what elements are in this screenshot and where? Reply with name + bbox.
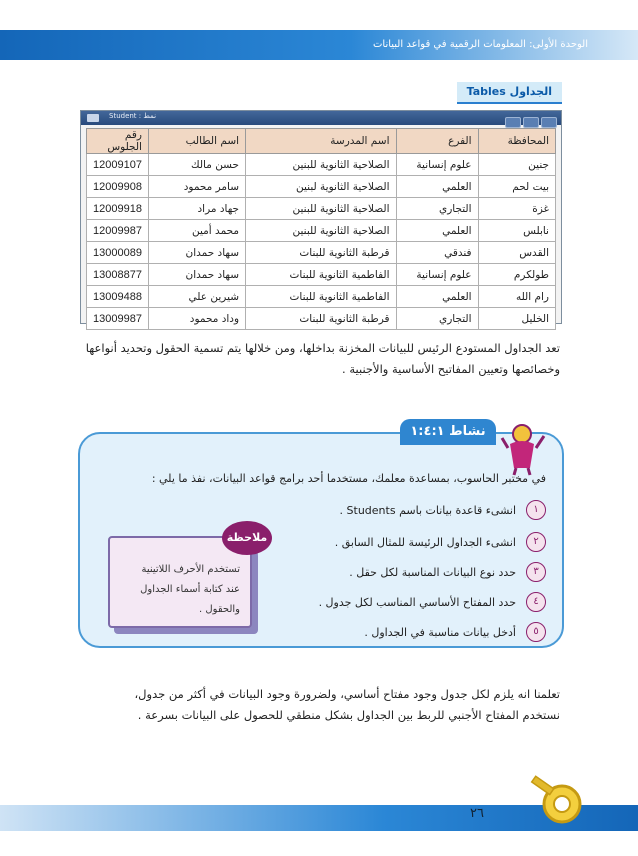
key-icon: [528, 774, 592, 830]
section-heading: الجداول Tables: [457, 82, 562, 104]
table-cell: فندقي: [396, 242, 478, 264]
table-cell: الفاطمية الثانوية للبنات: [246, 286, 396, 308]
table-cell: رام الله: [478, 286, 555, 308]
table-icon: [87, 114, 99, 122]
table-cell: بيت لحم: [478, 176, 555, 198]
column-header: المحافظة: [478, 129, 555, 154]
activity-step: [364, 622, 546, 642]
table-cell: سامر محمود: [148, 176, 245, 198]
table-cell: علوم إنسانية: [396, 154, 478, 176]
maximize-button[interactable]: [523, 117, 539, 128]
table-cell: 12009908: [87, 176, 149, 198]
table-cell: 13008877: [87, 264, 149, 286]
table-cell: 12009918: [87, 198, 149, 220]
step-number: ٣: [526, 562, 546, 582]
minimize-button[interactable]: [505, 117, 521, 128]
table-cell: حسن مالك: [148, 154, 245, 176]
table-row: [87, 154, 556, 176]
activity-step: [340, 500, 546, 520]
closing-paragraph: [80, 684, 560, 726]
table-cell: العلمي: [396, 286, 478, 308]
table-cell: الصلاحية الثانوية لبنين: [246, 176, 396, 198]
step-number: ٤: [526, 592, 546, 612]
table-cell: التجاري: [396, 308, 478, 330]
table-cell: محمد أمين: [148, 220, 245, 242]
activity-step: [349, 562, 546, 582]
page-number: ٢٦: [470, 806, 484, 821]
table-cell: الصلاحية الثانوية للبنين: [246, 198, 396, 220]
paragraph-line: تعلمنا انه يلزم لكل جدول وجود مفتاح أساسي، ولضرورة وجود البيانات في أكثر من جدول،: [134, 687, 560, 701]
note-heading: ملاحظة: [222, 521, 272, 555]
table-cell: 12009107: [87, 154, 149, 176]
intro-paragraph: [80, 338, 560, 380]
activity-character-icon: [500, 420, 546, 476]
column-header: اسم الطالب: [148, 129, 245, 154]
table-cell: القدس: [478, 242, 555, 264]
students-table: [86, 128, 556, 330]
header-bar: [0, 30, 638, 60]
paragraph-line: تعد الجداول المستودع الرئيس للبيانات المخزنة بداخلها، ومن خلالها يتم تسمية الحقول وتحديد أنواعها: [85, 341, 560, 355]
step-text: أدخل بيانات مناسبة في الجداول .: [364, 625, 516, 639]
paragraph-line: نستخدم المفتاح الأجنبي للربط بين الجداول بشكل منطقي للحصول على البيانات بسرعة .: [137, 708, 560, 722]
column-header: الفرع: [396, 129, 478, 154]
table-cell: وداد محمود: [148, 308, 245, 330]
table-row: [87, 220, 556, 242]
table-row: [87, 286, 556, 308]
table-row: [87, 242, 556, 264]
column-header: رقم الجلوس: [87, 129, 149, 154]
step-text: حدد نوع البيانات المناسبة لكل حقل .: [349, 565, 516, 579]
table-cell: 13000089: [87, 242, 149, 264]
table-cell: الصلاحية الثانوية للبنين: [246, 220, 396, 242]
table-cell: العلمي: [396, 176, 478, 198]
table-cell: طولكرم: [478, 264, 555, 286]
table-row: [87, 198, 556, 220]
table-header-row: [87, 129, 556, 154]
note-line: عند كتابة أسماء الجداول: [140, 584, 240, 595]
step-number: ١: [526, 500, 546, 520]
table-cell: التجاري: [396, 198, 478, 220]
unit-title: الوحدة الأولى: المعلومات الرقمية في قواعد البيانات: [372, 39, 588, 50]
window-title: Student : نمط: [109, 112, 157, 120]
table-cell: قرطبة الثانوية للبنات: [246, 308, 396, 330]
window-titlebar: [81, 111, 561, 125]
activity-intro: في مختبر الحاسوب، بمساعدة معلمك، مستخدما أحد برامج قواعد البيانات، نفذ ما يلي :: [151, 472, 546, 485]
note-text: [112, 560, 240, 620]
table-cell: غزة: [478, 198, 555, 220]
table-cell: سهاد حمدان: [148, 242, 245, 264]
step-number: ٥: [526, 622, 546, 642]
activity-step: [335, 532, 546, 552]
activity-title: نشاط ١:٤:١: [400, 419, 496, 445]
table-cell: الصلاحية الثانوية للبنين: [246, 154, 396, 176]
table-cell: 13009987: [87, 308, 149, 330]
step-text: انشىء قاعدة بيانات باسم Students .: [339, 503, 516, 517]
column-header: اسم المدرسة: [246, 129, 396, 154]
table-cell: جنين: [478, 154, 555, 176]
table-cell: سهاد حمدان: [148, 264, 245, 286]
paragraph-line: وخصائصها وتعيين المفاتيح الأساسية والأجنبية .: [342, 362, 560, 376]
step-number: ٢: [526, 532, 546, 552]
table-row: [87, 176, 556, 198]
table-cell: 12009987: [87, 220, 149, 242]
table-window: [80, 110, 562, 324]
table-row: [87, 264, 556, 286]
table-cell: قرطبة الثانوية للبنات: [246, 242, 396, 264]
table-row: [87, 308, 556, 330]
table-cell: نابلس: [478, 220, 555, 242]
table-cell: العلمي: [396, 220, 478, 242]
close-button[interactable]: [541, 117, 557, 128]
table-cell: الفاطمية الثانوية للبنات: [246, 264, 396, 286]
step-text: حدد المفتاح الأساسي المناسب لكل جدول .: [318, 595, 516, 609]
table-cell: الخليل: [478, 308, 555, 330]
table-cell: شيرين علي: [148, 286, 245, 308]
activity-step: [319, 592, 546, 612]
step-text: انشىء الجداول الرئيسة للمثال السابق .: [334, 535, 516, 549]
note-line: تستخدم الأحرف اللاتينية: [141, 564, 240, 575]
note-line: والحقول .: [199, 604, 240, 615]
table-cell: علوم إنسانية: [396, 264, 478, 286]
table-cell: جهاد مراد: [148, 198, 245, 220]
table-cell: 13009488: [87, 286, 149, 308]
